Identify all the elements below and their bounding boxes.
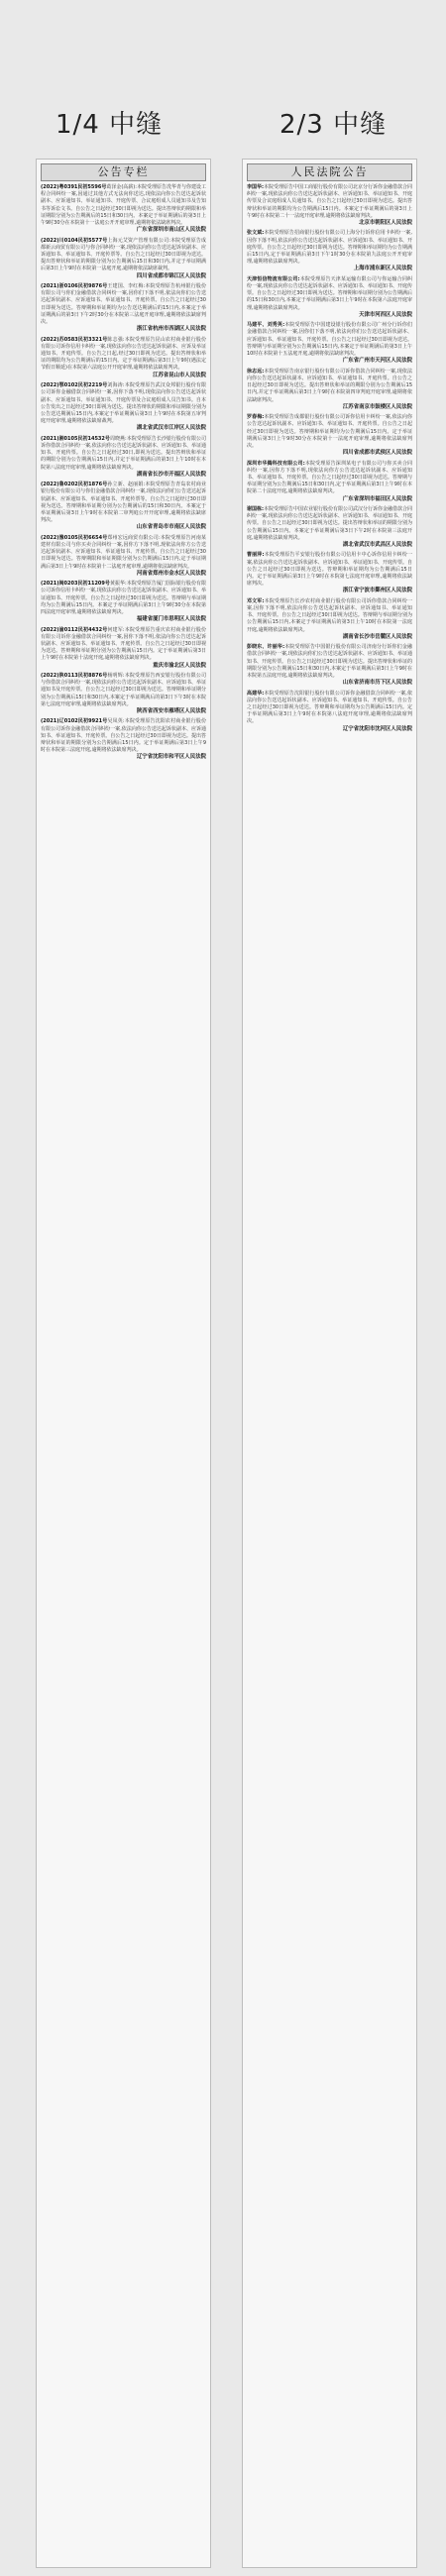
notice-court: 湖北省武汉市江岸区人民法院 [136,425,206,432]
notice-text: 黄振华:本院受理原告厦门国际银行股份有限公司诉你信用卡纠纷一案,现依法向你公告送达起诉状副本、应诉通知书、举证通知书、开庭传票。自公告之日起经过30日即视为送达。答辩期与举证期均为公告期满后15日内。本案定于举证期满后第3日上午9时30分在本院第四法庭开庭审理,逾期将依法缺席判决。 [41,581,206,615]
notice-item [247,552,412,594]
notice-item [41,184,206,235]
notice-court: 陕西省西安市雁塔区人民法院 [136,708,206,715]
notice-text: 葛泽金(高薪):本院受理原告冼华青与你建设工程合同纠纷一案,因通过其他方式无法向你送达,现依法向你公告送达起诉状副本、应诉通知书、举证通知书、开庭传票、合议庭组成人员通知书及告知书等诉讼文书。自公告之日起经过30日即视为送达。提出答辩状的期限和举证期限分别为公告期满后的15日和30日内。本案定于举证期满后的第3日上午9时30分在本院第十一法庭公开开庭审理,逾期将依法缺席判决。 [41,184,206,227]
notice-court: 湖南省长沙市岳麓区人民法院 [342,633,412,640]
right-notice-column [242,159,417,2568]
notice-court: 重庆市渝北区人民法院 [153,662,206,669]
notice-item [247,461,412,503]
notice-court: 广东省深圳市福田区人民法院 [342,495,412,502]
left-column-title: 公告专栏 [41,163,206,181]
notice-court: 北京市朝阳区人民法院 [359,220,412,227]
notice-court: 四川省成都市武侯区人民法院 [342,450,412,457]
notice-lead: (2022)苏0583民初3321号 [41,336,108,343]
notice-lead: 谢国栋: [247,505,264,512]
right-column-title: 人民法院公告 [247,163,412,181]
notice-item [41,627,206,670]
notice-item [247,598,412,641]
notice-item [41,718,206,761]
notice-text: 吴凤英:本院受理原告沈阳农村商业银行股份有限公司诉你金融借款合同纠纷一案,依法向你公告送达起诉状副本、应诉通知书、举证通知书、开庭传票。自公告之日起经过30日即视为送达。提出答辩状和举证的期限分别为公告期满后15日内。定于举证期满后第3日上午9时在本院第三法庭开庭,逾期将依法缺席判决。 [41,718,207,754]
notice-lead: 高建华: [247,690,265,697]
notice-text: 本院受理原告沈阳银行股份有限公司诉你金融借款合同纠纷一案,依法向你公告送达起诉状副本、应诉通知书、举证通知书、开庭传票。自公告之日起经过30日即视为送达。答辩期和举证期均为公告期满后15日内。定于举证期满后第3日上午9时在本院第八法庭开庭审理,逾期将依法缺席判决。 [247,690,413,725]
notice-text: 本院受理原告招商银行股份有限公司上海分行诉你信用卡纠纷一案,因你下落不明,依法向你公告送达起诉状副本、应诉通知书、举证通知书、开庭传票。自公告之日起经过30日即视为送达。答辩期和举证期均为公告期满后15日内,定于举证期满后第3日下午1时30分在本院第九法庭公开开庭审理,逾期将依法缺席判决。 [247,230,413,266]
notice-lead: (2022)陕0113民初8876号 [41,673,108,680]
right-notice-list [243,184,416,733]
notice-item [247,184,412,227]
notice-court: 湖北省武汉市武昌区人民法院 [342,541,412,548]
notice-lead: (2022)鲁0202民初1876号 [41,482,108,488]
notice-item [247,230,412,272]
notice-lead: (2022)粤0391民初5596号 [41,184,107,190]
notice-court: 河南省郑州市金水区人民法院 [136,570,206,577]
notice-lead: (2021)湘0105民初14532号 [41,435,110,442]
notice-court: 山东省青岛市市南区人民法院 [136,524,206,531]
notice-text: 本院受理原告中国工商银行股份有限公司北京分行诉你金融借款合同纠纷一案,现依法向你公告送达起诉状副本、应诉通知书、举证通知书、开庭传票及合议庭组成人员通知书。自公告之日起经过30日即视为送达。提出答辩状和举证的期限均为公告期满后15日内。本案定于举证期满后的第3日上午9时在本院第二十一法庭开庭审理,逾期将依法缺席判决。 [247,184,413,219]
notice-text: 周晓燕:本院受理原告长沙银行股份有限公司诉你借款合同纠纷一案,依法向你公告送达起诉状副本、应诉通知书、举证通知书、开庭传票。自公告之日起经过30日,即视为送达。提出答辩状和举证的期限分别为公告期满后15日内,并定于举证期满后的第3日上午10时在本院第八法庭开庭审理,逾期将依法缺席判决。 [41,435,206,471]
notice-item [247,369,412,411]
notice-item [41,581,206,623]
notice-text: 孙立新、赵丽娟:本院受理原告青岛农村商业银行股份有限公司与你们金融借款合同纠纷一案,现依法向你们公告送达起诉状副本、应诉通知书、举证通知书、开庭传票等。自公告之日起经过30日即视为送达。答辩期和举证期分别为公告期满后的15日和30日内。本案定于举证期满后第3日上午9时在本院第二审判庭公开开庭审理,逾期将依法缺席判决。 [41,482,207,524]
notice-court: 浙江省宁波市鄞州区人民法院 [342,588,412,594]
notice-item [247,506,412,549]
notice-item [41,482,206,532]
left-notice-list [37,184,210,762]
notice-item [41,337,206,379]
notice-text: 何建军:本院受理原告重庆农村商业银行股份有限公司诉你金融借款合同纠纷一案,因你下落不明,依法向你公告送达起诉状副本、应诉通知书、举证通知书、开庭传票。自公告之日起经过30日即视为送达。答辩期和举证期分别为公告期满后15日内。定于举证期满后第3日上午9时在本院第十法庭开庭,逾期将依法缺席判决。 [41,626,207,662]
notice-court: 辽宁省沈阳市和平区人民法院 [136,754,206,761]
notice-item [247,644,412,687]
notice-lead: (2022)鄂0102民初2219号 [41,382,108,389]
notice-lead: 罗春梅: [247,414,265,421]
notice-item [41,283,206,334]
notice-court: 上海市浦东新区人民法院 [353,266,412,272]
notice-court: 浙江省杭州市西湖区人民法院 [136,326,206,333]
notice-text: 刘海涛:本院受理原告武汉众邦银行股份有限公司诉你金融借款合同纠纷一案,因你下落不明,现依法向你公告送达起诉状副本、应诉通知书、举证通知书、开庭传票及合议庭组成人员告知书。自本公告发出之日起经过30日即视为送达。提出答辩状的期限和举证期限分别为公告送达期满后15日内,本案定于举证期满后第3日上午9时在本院第五审判庭开庭审理,逾期将依法缺席裁判。 [41,382,207,425]
notice-item [41,436,206,479]
notice-lead: (2021)闽0203民初11209号 [41,581,110,588]
notice-court: 广东省深圳市南山区人民法院 [136,227,206,234]
notice-item [247,414,412,457]
notice-lead: 李国华: [247,184,264,190]
notice-text: 上海元艾资产管理有限公司:本院受理原告成都新云商贸有限公司与你合同纠纷一案,现依法向你公告送达起诉状副本、应诉通知书、举证通知书、开庭传票等。自公告之日起经过30日即视为送达。提出答辩状和举证的期限分别为公告期满后15日和30日内,并定于举证期满后第3日上午9时在本院第一法庭开庭,逾期将依法缺席裁判。 [41,237,207,272]
right-fold-label: 2/3 中缝 [279,110,388,140]
notice-text: 本院受理原告中国建设银行股份有限公司广州分行诉你们金融借款合同纠纷一案,因你们下落不明,依法向你们公告送达起诉状副本、应诉通知书、举证通知书、开庭传票。自公告之日起经过30日即视为送达。答辩期与举证期分别为公告期满后15日内,本案定于举证期满后的第3日上午10时在本院第十五法庭开庭,逾期将依法缺席判决。 [247,322,412,358]
notice-court: 广东省广州市天河区人民法院 [342,358,412,365]
notice-text: 本院受理原告长沙农村商业银行股份有限公司诉你借款合同纠纷一案,因你下落不明,依法向你公告送达起诉状副本、应诉通知书、举证通知书、开庭传票。自公告之日起经过30日即视为送达。答辩期与举证期分别为公告期满后15日内,本案定于举证期满后的第3日上午10时在本院第一法庭开庭,逾期将依法缺席判决。 [247,597,412,633]
notice-text: 陈志强:本院受理原告昆山农村商业银行股份有限公司诉你信用卡纠纷一案,现依法向你公告送达起诉状副本、应诉及举证通知书、开庭传票。自公告之日起,经过30日即视为送达。提出答辩状和举证的期限均为公告期满后的15日内。定于举证期满后第3日上午9时(遇法定节假日顺延)在本院第六法庭公开开庭审理,逾期将依法缺席判决。 [41,336,207,372]
notice-lead: (2022)川0104民初5577号 [41,237,108,244]
notice-lead: 邓文军: [247,597,265,604]
fold-header [0,104,446,144]
notice-lead: 张文斌: [247,230,265,237]
notice-text: 杨明辉:本院受理原告西安银行股份有限公司与你借款合同纠纷一案,现依法向你公告送达起诉状副本、应诉通知书、举证通知书及开庭传票。自公告之日起经过30日即视为送达。答辩期和举证期分别为公告期满后15日和30日内,本案定于举证期满后的第3日下午3时在本院第七法庭开庭审理,逾期将依法缺席判决。 [41,673,207,707]
notice-text: 本院受理原告深圳某电子有限公司与你买卖合同纠纷一案,因你方下落不明,现依法向你方公告送达起诉状副本、应诉通知书、举证通知书、开庭传票。自公告之日起经过30日即视为送达。答辩期与举证期分别为公告期满后15日和30日内,定于举证期满后第3日上午9时在本院第二十法庭开庭,逾期将依法缺席判决。 [247,460,412,495]
notice-text: 郑州宏远商贸有限公司:本院受理原告河南某建材有限公司与你买卖合同纠纷一案,因你方下落不明,现依法向你方公告送达起诉状副本、应诉通知书、举证通知书、开庭传票。自公告之日起经过30日即视为送达。答辩期限和举证期限分别为公告期满后15日内,定于举证期满后第3日上午9时在本院第十二法庭开庭审理,逾期将依法缺席判决。 [41,534,207,570]
notice-item [247,691,412,733]
notice-lead: (2021)浙0106民初9876号 [41,283,108,290]
notice-lead: 天津恒信物流有限公司: [247,275,300,282]
notice-lead: 曹丽萍: [247,552,265,559]
notice-court: 湖南省长沙市开福区人民法院 [136,471,206,478]
notice-lead: (2021)辽0102民初9921号 [41,718,108,725]
notice-text: 本院受理原告天津某运输有限公司与你运输合同纠纷一案,现依法向你公告送达起诉状副本、应诉通知书、举证通知书、开庭传票。自公告之日起经过30日即视为送达。答辩期和举证期分别为公告期满后的15日和30日内,本案定于举证期满后第3日上午9时在本院第六法庭开庭审理,逾期将依法缺席判决。 [247,275,412,311]
notice-item [247,276,412,319]
notice-court: 天津市河西区人民法院 [359,311,412,318]
notice-court: 江苏省南京市鼓楼区人民法院 [342,403,412,410]
notice-item [41,535,206,578]
left-fold-label: 1/4 中缝 [56,110,164,140]
notice-text: 本院受理原告南京银行股份有限公司诉你借款合同纠纷一案,现依法向你公告送达起诉状副本、应诉通知书、举证通知书、开庭传票。自公告之日起经过30日即视为送达。提出答辩状和举证的期限分别为公告期满后15日内,并定于举证期满后第3日上午9时在本院第四审判庭开庭审理,逾期将依法缺席判决。 [247,368,413,403]
notice-text: 本院受理原告平安银行股份有限公司信用卡中心诉你信用卡纠纷一案,依法向你公告送达起诉状副本、应诉通知书、举证通知书、开庭传票。自公告之日起经过30日即视为送达。答辩期和举证期均为公告期满后15日内。定于举证期满后第3日上午9时在本院第七法庭开庭审理,逾期将依法缺席判决。 [247,552,412,588]
notice-lead: (2022)豫0105民初6654号 [41,534,108,541]
notice-lead: 徐志远: [247,368,265,375]
notice-item [41,382,206,433]
notice-court: 江苏省昆山市人民法院 [153,372,206,378]
notice-lead: (2022)渝0112民初4432号 [41,626,108,633]
notice-lead: 马建平、刘秀英: [247,322,285,329]
notice-court: 四川省成都市锦江区人民法院 [136,272,206,279]
notice-text: 王建国、李红梅:本院受理原告杭州银行股份有限公司与你们金融借款合同纠纷一案,因你们下落不明,依法向你们公告送达起诉状副本、应诉通知书、举证通知书、开庭传票。自公告之日起经过30日即视为送达。答辩期和举证期均为公告送达期满后的15日内,本案定于举证期满后的第3日下午2时30分在本院第三法庭开庭审理,逾期将依法缺席判决。 [41,283,207,326]
notice-text: 本院受理原告中国银行股份有限公司济南分行诉你们金融借款合同纠纷一案,现依法向你们公告送达起诉状副本、应诉通知书、举证通知书、开庭传票。自公告之日起经过30日即视为送达。提出答辩状和举证的期限分别为公告期满后15日和30日内,本案定于举证期满后第3日上午9时在本院第五法庭开庭,逾期将依法缺席判决。 [247,644,412,680]
left-notice-column [36,159,211,2568]
notice-item [41,673,206,715]
notice-item [41,238,206,280]
notice-lead: 彭晓东、许丽华: [247,644,285,651]
notice-court: 山东省济南市历下区人民法院 [342,680,412,687]
notice-court: 福建省厦门市思明区人民法院 [136,616,206,623]
notice-item [247,322,412,365]
notice-text: 本院受理原告中国农业银行股份有限公司武汉分行诉你金融借款合同纠纷一案,现依法向你公告送达起诉状副本、应诉通知书、举证通知书、开庭传票。自公告之日起经过30日即视为送达。提出答辩状和举证的期限分别为公告期满后15日内。本案定于举证期满后第3日下午2时在本院第三法庭开庭,逾期将依法缺席判决。 [247,505,413,541]
notice-lead: 深圳市华腾科技有限公司: [247,460,305,467]
notice-court: 辽宁省沈阳市沈河区人民法院 [342,725,412,732]
notice-text: 本院受理原告成都银行股份有限公司诉你信用卡纠纷一案,依法向你公告送达起诉状副本、应诉通知书、举证通知书、开庭传票。自公告之日起经过30日即视为送达。答辩期和举证期均为公告期满后15日内。定于举证期满后第3日上午9时30分在本院第十一法庭开庭审理,逾期将依法缺席判决。 [247,414,413,449]
